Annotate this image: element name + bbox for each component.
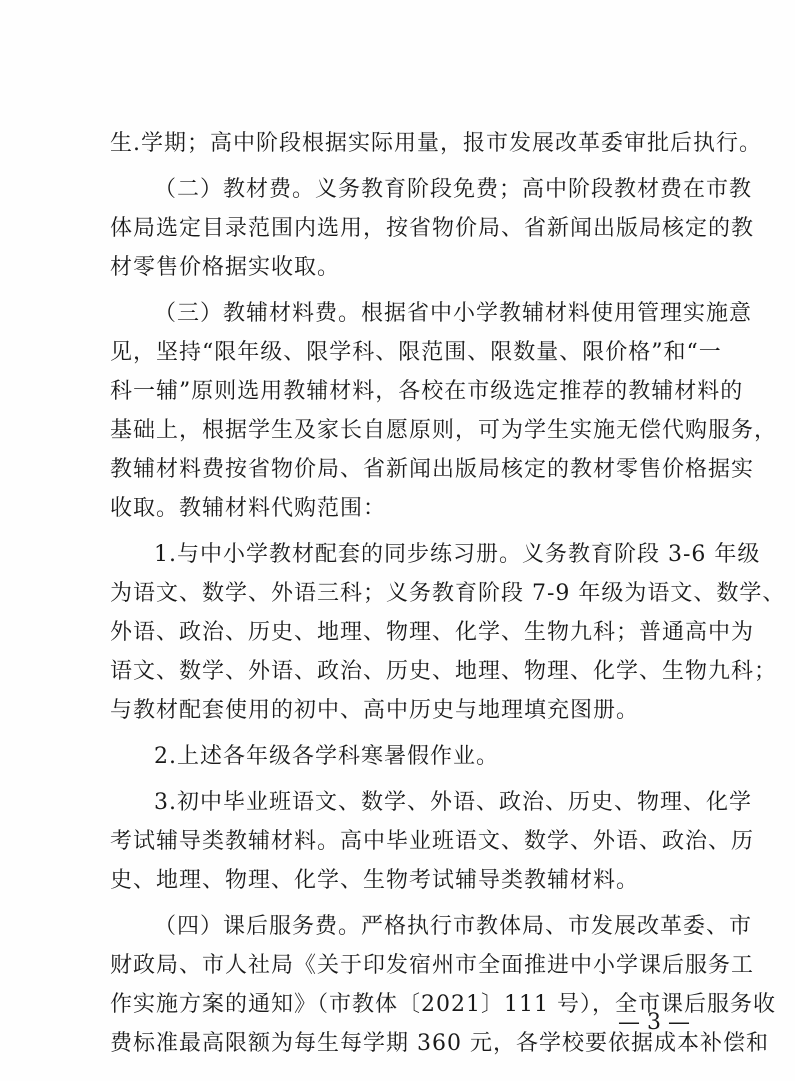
text-line: 1.与中小学教材配套的同步练习册。义务教育阶段 3-6 年级 bbox=[154, 542, 761, 567]
text-line: 与教材配套使用的初中、高中历史与地理填充图册。 bbox=[110, 698, 640, 723]
text-line: 2.上述各年级各学科寒暑假作业。 bbox=[154, 744, 499, 769]
text-line: 收取。教辅材料代购范围： bbox=[110, 496, 387, 521]
text-line: 史、地理、物理、化学、生物考试辅导类教辅材料。 bbox=[110, 868, 640, 893]
text-line: 见，坚持“限年级、限学科、限范围、限数量、限价格”和“一 bbox=[110, 340, 722, 365]
text-line: 外语、政治、历史、地理、物理、化学、生物九科；普通高中为 bbox=[110, 620, 755, 645]
text-line: 材零售价格据实收取。 bbox=[110, 255, 341, 280]
text-line: 考试辅导类教辅材料。高中毕业班语文、数学、外语、政治、历 bbox=[110, 829, 755, 854]
text-line: 财政局、市人社局《关于印发宿州市全面推进中小学课后服务工 bbox=[110, 953, 755, 978]
text-line: 基础上，根据学生及家长自愿原则，可为学生实施无偿代购服务， bbox=[110, 418, 778, 443]
text-line: 体局选定目录范围内选用，按省物价局、省新闻出版局核定的教 bbox=[110, 216, 755, 241]
text-line: 教辅材料费按省物价局、省新闻出版局核定的教材零售价格据实 bbox=[110, 457, 755, 482]
text-line: 费标准最高限额为每生每学期 360 元，各学校要依据成本补偿和 bbox=[110, 1031, 769, 1056]
page-number: — 3 — bbox=[618, 1010, 690, 1035]
text-line: 为语文、数学、外语三科；义务教育阶段 7-9 年级为语文、数学、 bbox=[110, 581, 786, 606]
text-line: 科一辅”原则选用教辅材料，各校在市级选定推荐的教辅材料的 bbox=[110, 379, 744, 404]
text-line: 3.初中毕业班语文、数学、外语、政治、历史、物理、化学 bbox=[154, 790, 752, 815]
text-line: 语文、数学、外语、政治、历史、地理、物理、化学、生物九科； bbox=[110, 659, 778, 684]
text-line: 作实施方案的通知》（市教体〔2021〕111 号），全市课后服务收 bbox=[110, 992, 776, 1017]
text-line: 生.学期；高中阶段根据实际用量，报市发展改革委审批后执行。 bbox=[110, 131, 762, 156]
text-line: （三）教辅材料费。根据省中小学教辅材料使用管理实施意 bbox=[154, 301, 753, 326]
text-line: （二）教材费。义务教育阶段免费；高中阶段教材费在市教 bbox=[154, 177, 753, 202]
text-line: （四）课后服务费。严格执行市教体局、市发展改革委、市 bbox=[154, 914, 753, 939]
